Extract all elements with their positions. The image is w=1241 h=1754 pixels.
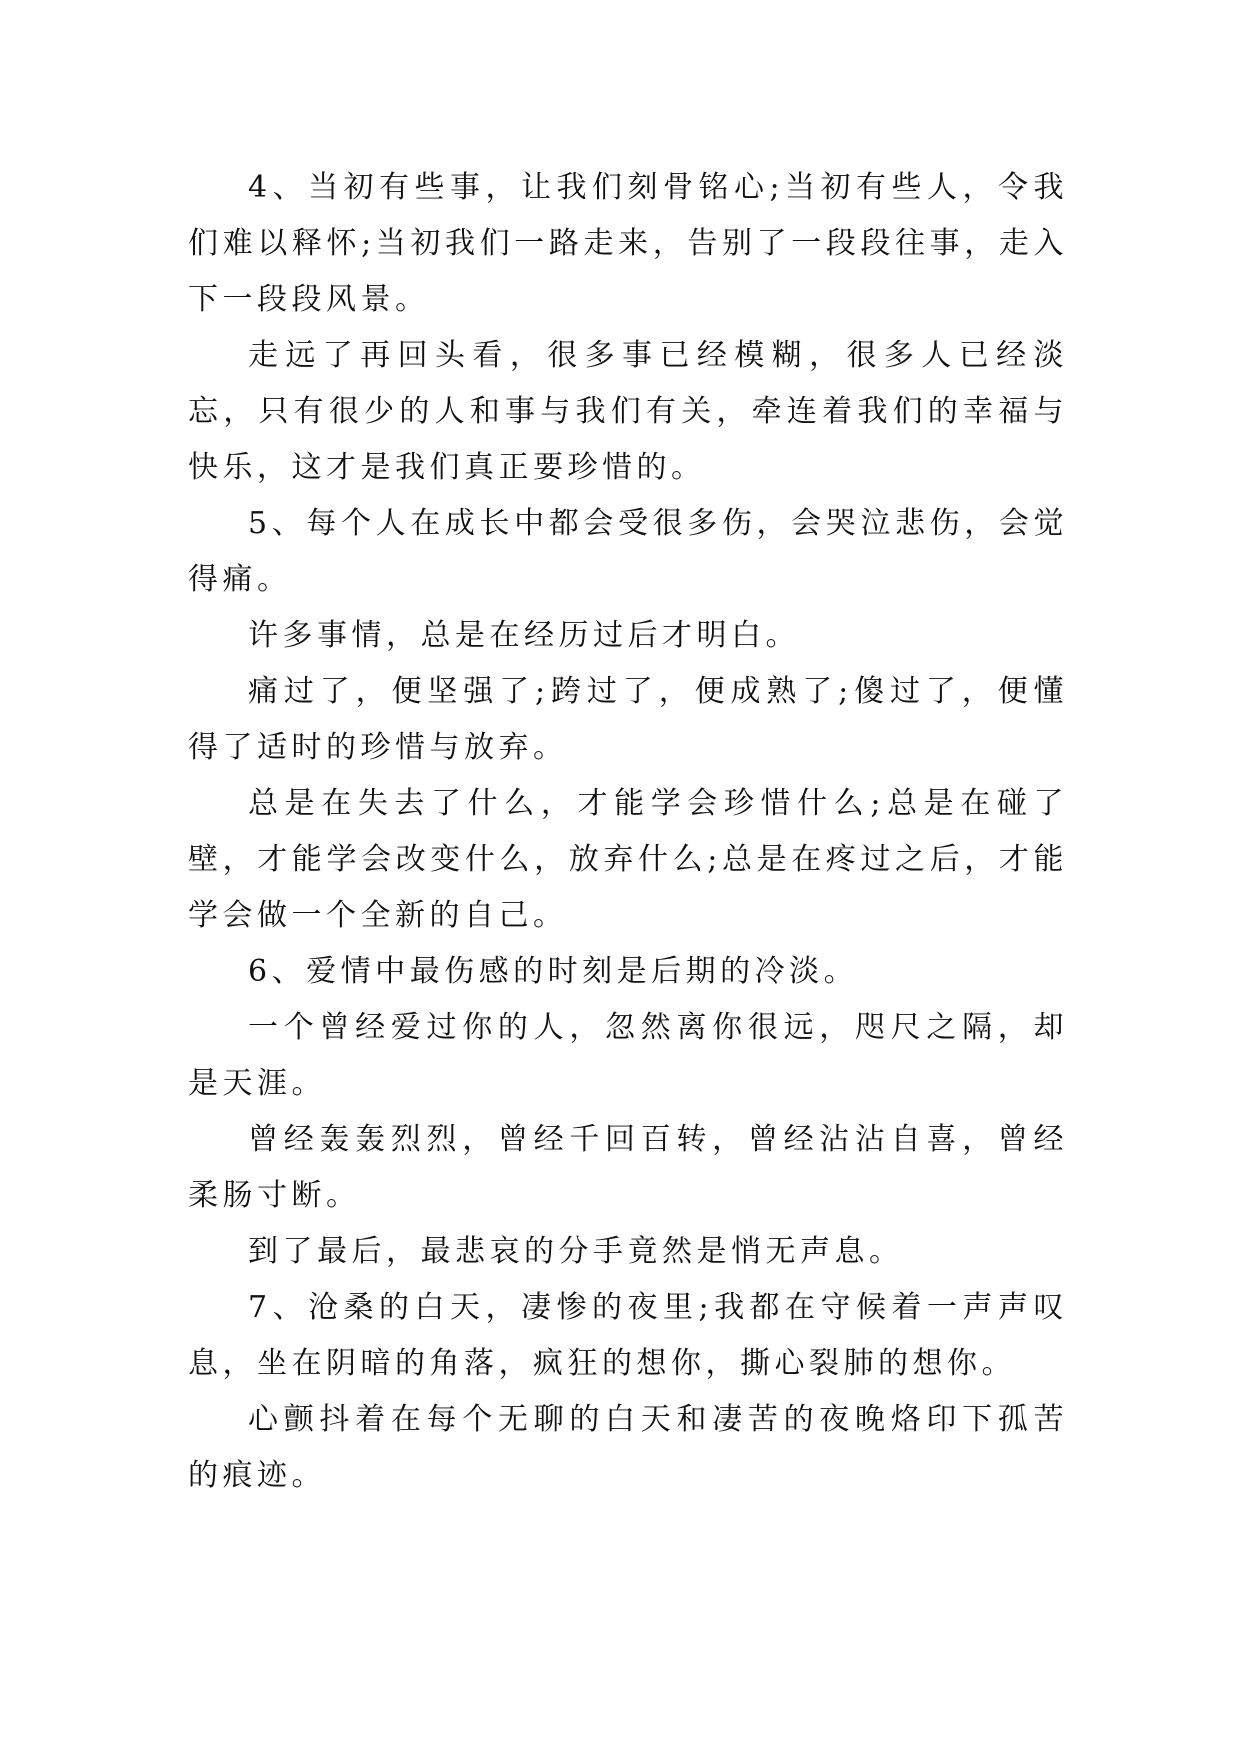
paragraph-3: 5、每个人在成长中都会受很多伤，会哭泣悲伤，会觉得痛。 xyxy=(188,506,1068,597)
paragraph-4: 许多事情，总是在经历过后才明白。 xyxy=(248,618,800,653)
document-body xyxy=(188,160,1068,1504)
paragraph-7: 6、爱情中最伤感的时刻是后期的冷淡。 xyxy=(248,954,859,989)
paragraph-10: 到了最后，最悲哀的分手竟然是悄无声息。 xyxy=(248,1234,904,1269)
paragraph-1: 4、当初有些事，让我们刻骨铭心;当初有些人，令我们难以释怀;当初我们一路走来，告别了一段段往事，走入下一段段风景。 xyxy=(188,170,1068,317)
paragraph-5: 痛过了，便坚强了;跨过了，便成熟了;傻过了，便懂得了适时的珍惜与放弃。 xyxy=(188,674,1068,765)
paragraph-11: 7、沧桑的白天，凄惨的夜里;我都在守候着一声声叹息，坐在阴暗的角落，疯狂的想你，撕心裂肺的想你。 xyxy=(188,1290,1068,1381)
paragraph-2: 走远了再回头看，很多事已经模糊，很多人已经淡忘，只有很少的人和事与我们有关，牵连着我们的幸福与快乐，这才是我们真正要珍惜的。 xyxy=(188,338,1068,485)
paragraph-6: 总是在失去了什么，才能学会珍惜什么;总是在碰了壁，才能学会改变什么，放弃什么;总是在疼过之后，才能学会做一个全新的自己。 xyxy=(188,786,1068,933)
paragraph-8: 一个曾经爱过你的人，忽然离你很远，咫尺之隔，却是天涯。 xyxy=(188,1010,1068,1101)
paragraph-9: 曾经轰轰烈烈，曾经千回百转，曾经沾沾自喜，曾经柔肠寸断。 xyxy=(188,1122,1068,1213)
paragraph-12: 心颤抖着在每个无聊的白天和凄苦的夜晚烙印下孤苦的痕迹。 xyxy=(188,1402,1068,1493)
